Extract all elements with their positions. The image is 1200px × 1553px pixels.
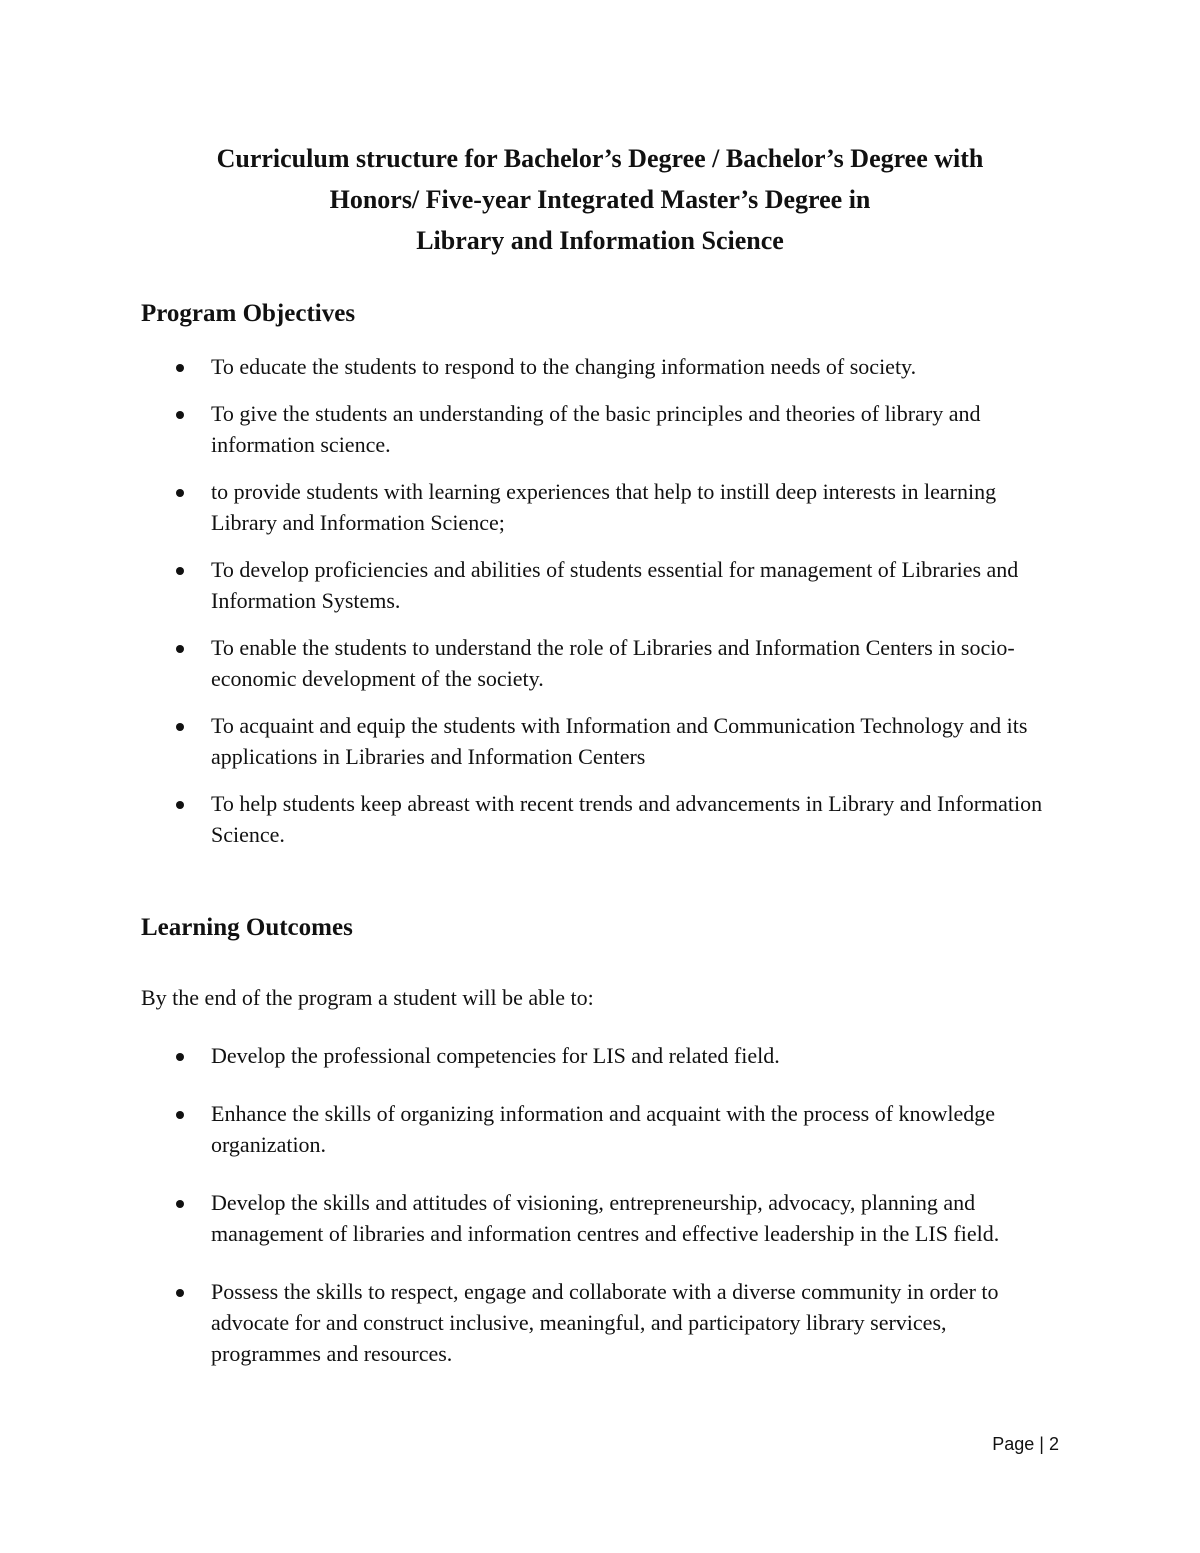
list-item — [0, 398, 1051, 460]
list-item — [0, 632, 1051, 694]
title-line-2: Honors/ Five-year Integrated Master’s Degree in — [329, 185, 871, 214]
list-item-text: Develop the skills and attitudes of visioning, entrepreneurship, advocacy, planning and management of libraries and information centres and effective leadership in the LIS field. — [211, 1190, 1000, 1246]
list-item-text: To enable the students to understand the role of Libraries and Information Centers in socio-economic development of the society. — [211, 635, 1015, 691]
program-objectives-list — [0, 351, 1200, 866]
bullet-icon — [176, 723, 184, 731]
learning-outcomes-heading: Learning Outcomes — [141, 914, 353, 941]
title-line-3: Library and Information Science — [416, 226, 784, 255]
list-item-text: To educate the students to respond to the changing information needs of society. — [211, 354, 917, 379]
list-item — [0, 788, 1051, 850]
bullet-icon — [176, 1111, 184, 1119]
list-item — [0, 1187, 1051, 1249]
list-item — [0, 1098, 1051, 1160]
bullet-icon — [176, 411, 184, 419]
title-line-1: Curriculum structure for Bachelor’s Degree / Bachelor’s Degree with — [216, 144, 984, 173]
list-item — [0, 554, 1051, 616]
list-item-text: To acquaint and equip the students with Information and Communication Technology and its applications in Libraries and Information Centers — [211, 713, 1028, 769]
bullet-icon — [176, 364, 184, 372]
list-item — [0, 1040, 1051, 1071]
bullet-icon — [176, 489, 184, 497]
list-item-text: to provide students with learning experiences that help to instill deep interests in learning Library and Information Science; — [211, 479, 997, 535]
list-item-text: To give the students an understanding of the basic principles and theories of library and information science. — [211, 401, 981, 457]
bullet-icon — [176, 1053, 184, 1061]
bullet-icon — [176, 1289, 184, 1297]
list-item — [0, 1276, 1051, 1369]
list-item-text: Enhance the skills of organizing information and acquaint with the process of knowledge organization. — [211, 1101, 996, 1157]
list-item — [0, 351, 1051, 382]
learning-outcomes-intro: By the end of the program a student will be able to: — [141, 985, 594, 1010]
bullet-icon — [176, 567, 184, 575]
learning-outcomes-list — [0, 1040, 1200, 1396]
list-item-text: Possess the skills to respect, engage and collaborate with a diverse community in order to advocate for and construct inclusive, meaningful, and participatory library services, programmes and resources. — [211, 1279, 999, 1366]
bullet-icon — [176, 801, 184, 809]
list-item-text: Develop the professional competencies for LIS and related field. — [211, 1043, 780, 1068]
bullet-icon — [176, 645, 184, 653]
list-item-text: To develop proficiencies and abilities of students essential for management of Libraries and Information Systems. — [211, 557, 1019, 613]
document-title — [100, 138, 1100, 261]
program-objectives-heading: Program Objectives — [141, 300, 356, 327]
list-item — [0, 476, 1051, 538]
list-item-text: To help students keep abreast with recent trends and advancements in Library and Information Science. — [211, 791, 1043, 847]
bullet-icon — [176, 1200, 184, 1208]
list-item — [0, 710, 1051, 772]
page-number: Page | 2 — [992, 1434, 1059, 1454]
